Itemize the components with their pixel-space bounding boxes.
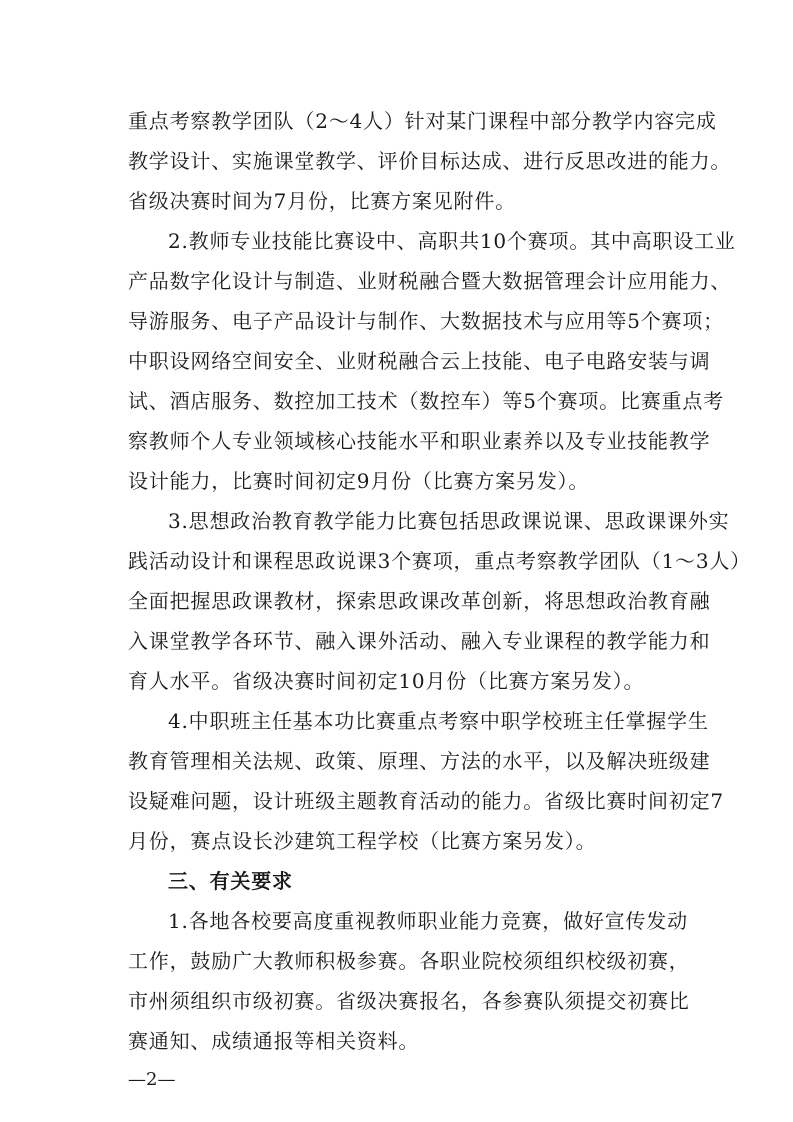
page-number: —2— bbox=[128, 1069, 176, 1090]
paragraph-4-start: 4.中职班主任基本功比赛重点考察中职学校班主任掌握学生 bbox=[168, 709, 709, 733]
body-text-line: 育人水平。省级决赛时间初定10月份（比赛方案另发）。 bbox=[128, 669, 645, 693]
body-text-line: 践活动设计和课程思政说课3个赛项，重点考察教学团队（1～3人） bbox=[128, 549, 751, 573]
body-text-line: 教育管理相关法规、政策、原理、方法的水平，以及解决班级建 bbox=[128, 749, 711, 773]
paragraph-3-start: 3.思想政治教育教学能力比赛包括思政课说课、思政课课外实 bbox=[168, 509, 730, 533]
paragraph-5-start: 1.各地各校要高度重视教师职业能力竞赛，做好宣传发动 bbox=[168, 909, 688, 933]
body-text-line: 产品数字化设计与制造、业财税融合暨大数据管理会计应用能力、 bbox=[128, 269, 732, 293]
body-text-line: 导游服务、电子产品设计与制作、大数据技术与应用等5个赛项； bbox=[128, 309, 724, 333]
body-text-line: 教学设计、实施课堂教学、评价目标达成、进行反思改进的能力。 bbox=[128, 149, 732, 173]
paragraph-2-start: 2.教师专业技能比赛设中、高职共10个赛项。其中高职设工业 bbox=[168, 229, 736, 253]
body-text-line: 重点考察教学团队（2～4人）针对某门课程中部分教学内容完成 bbox=[128, 109, 717, 133]
body-text-line: 月份，赛点设长沙建筑工程学校（比赛方案另发）。 bbox=[128, 829, 597, 853]
body-text-line: 察教师个人专业领域核心技能水平和职业素养以及专业技能教学 bbox=[128, 429, 711, 453]
body-text-line: 设计能力，比赛时间初定9月份（比赛方案另发）。 bbox=[128, 469, 590, 493]
body-text-line: 省级决赛时间为7月份，比赛方案见附件。 bbox=[128, 189, 516, 213]
body-text-line: 全面把握思政课教材，探索思政课改革创新，将思想政治教育融 bbox=[128, 589, 711, 613]
body-text-line: 工作，鼓励广大教师积极参赛。各职业院校须组织校级初赛， bbox=[128, 949, 690, 973]
section-heading: 三、有关要求 bbox=[168, 869, 293, 893]
body-text-line: 赛通知、成绩通报等相关资料。 bbox=[128, 1029, 420, 1053]
body-text-line: 中职设网络空间安全、业财税融合云上技能、电子电路安装与调 bbox=[128, 349, 711, 373]
body-text-line: 市州须组织市级初赛。省级决赛报名，各参赛队须提交初赛比 bbox=[128, 989, 690, 1013]
body-text-line: 试、酒店服务、数控加工技术（数控车）等5个赛项。比赛重点考 bbox=[128, 389, 724, 413]
body-text-line: 入课堂教学各环节、融入课外活动、融入专业课程的教学能力和 bbox=[128, 629, 711, 653]
body-text-line: 设疑难问题，设计班级主题教育活动的能力。省级比赛时间初定7 bbox=[128, 789, 724, 813]
